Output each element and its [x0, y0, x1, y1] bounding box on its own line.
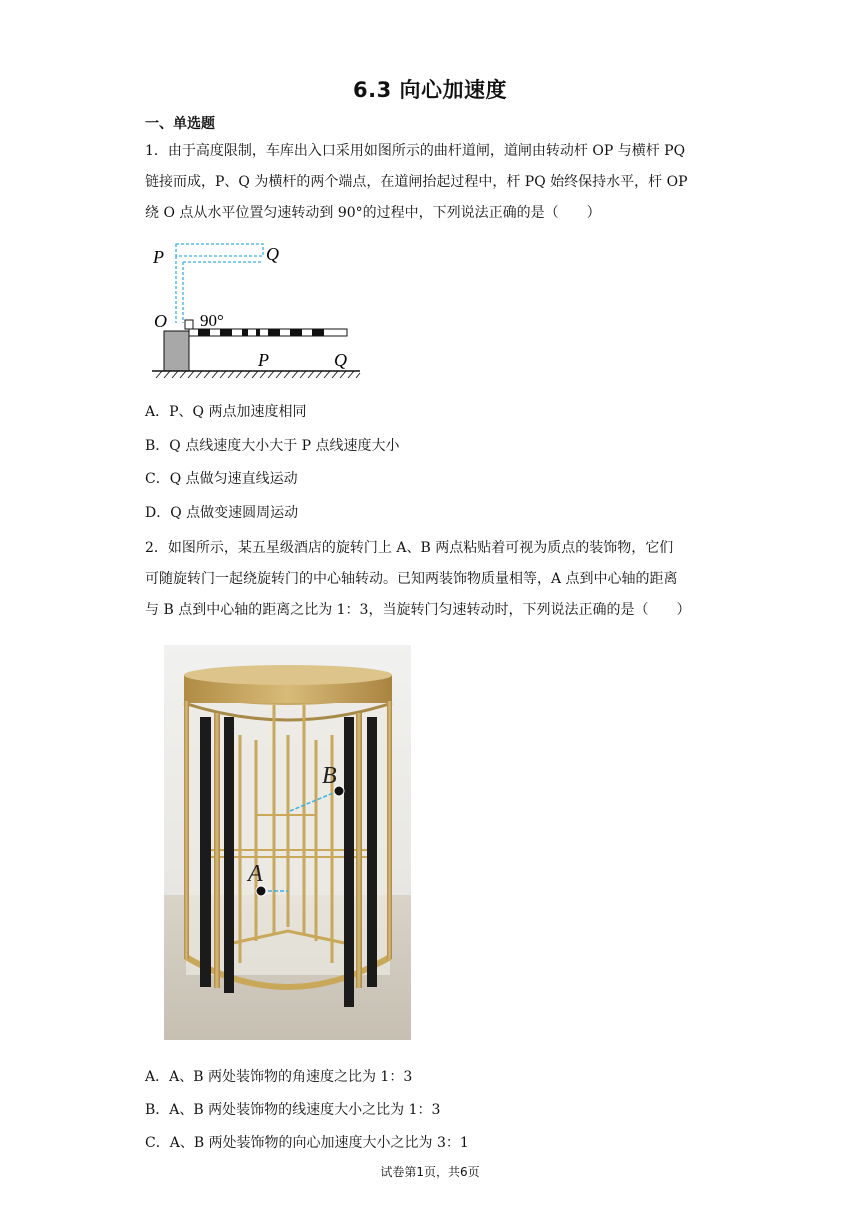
- bar-stripe: [220, 329, 232, 336]
- bar-stripe: [268, 329, 280, 336]
- question-2-line: 可随旋转门一起绕旋转门的中心轴转动。已知两装饰物质量相等，A 点到中心轴的距离: [145, 571, 678, 587]
- section-heading: 一、单选题: [145, 116, 215, 132]
- door-frame-post: [214, 713, 220, 988]
- label-a: A: [248, 861, 263, 887]
- gate-post: [164, 331, 189, 371]
- door-black-post: [344, 717, 354, 1007]
- question-1-text: [145, 136, 720, 229]
- bar-stripe: [290, 329, 302, 336]
- question-2-option-a[interactable]: A．A、B 两处装饰物的角速度之比为 1：3: [145, 1069, 413, 1085]
- door-black-post: [367, 717, 377, 987]
- question-1-option-c[interactable]: C．Q 点做匀速直线运动: [145, 471, 298, 487]
- question-1-line: 链接而成，P、Q 为横杆的两个端点，在道闸抬起过程中，杆 PQ 始终保持水平，杆 OP: [145, 174, 688, 190]
- question-1-option-d[interactable]: D．Q 点做变速圆周运动: [145, 505, 299, 521]
- dashed-raised-bar: [176, 244, 263, 256]
- right-angle-mark: [185, 320, 193, 329]
- door-black-post: [224, 717, 234, 993]
- door-frame-post: [356, 713, 362, 988]
- bar-stripe: [312, 329, 324, 336]
- ground-hatching: [156, 371, 360, 378]
- door-black-post: [200, 717, 211, 987]
- label-o: O: [154, 311, 167, 331]
- door-canopy-lid: [184, 665, 392, 685]
- label-q-bottom: Q: [334, 350, 347, 370]
- label-b: B: [322, 763, 337, 789]
- label-p-bottom: P: [258, 350, 269, 370]
- question-2-text: [145, 533, 720, 626]
- question-1-line: 1．由于高度限制，车库出入口采用如图所示的曲杆道闸，道闸由转动杆 OP 与横杆 PQ: [145, 143, 686, 159]
- question-1-option-a[interactable]: A．P、Q 两点加速度相同: [145, 404, 307, 420]
- question-2-line: 2．如图所示，某五星级酒店的旋转门上 A、B 两点粘贴着可视为质点的装饰物，它们: [145, 540, 674, 556]
- question-2-line: 与 B 点到中心轴的距离之比为 1：3，当旋转门匀速转动时，下列说法正确的是（ ）: [145, 602, 691, 618]
- bar-stripe: [242, 329, 248, 336]
- barrier-gate-figure: [148, 238, 368, 383]
- label-p-top: P: [153, 247, 164, 267]
- question-2-option-b[interactable]: B．A、B 两处装饰物的线速度大小之比为 1：3: [145, 1102, 441, 1118]
- question-1-option-b[interactable]: B．Q 点线速度大小大于 P 点线速度大小: [145, 438, 400, 454]
- marker-a: [256, 886, 266, 896]
- revolving-door-photo: [164, 645, 411, 1040]
- page-footer: 试卷第1页，共6页: [380, 1165, 480, 1179]
- question-1-line: 绕 O 点从水平位置匀速转动到 90°的过程中，下列说法正确的是（ ）: [145, 205, 601, 221]
- question-2-option-c[interactable]: C．A、B 两处装饰物的向心加速度大小之比为 3：1: [145, 1135, 469, 1151]
- door-frame-post: [387, 701, 392, 959]
- bar-stripe: [198, 329, 210, 336]
- door-frame-post: [184, 701, 189, 959]
- page-title: 6.3 向心加速度: [352, 78, 507, 102]
- label-angle: 90°: [200, 311, 224, 330]
- label-q-top: Q: [266, 244, 279, 264]
- bar-stripe: [256, 329, 260, 336]
